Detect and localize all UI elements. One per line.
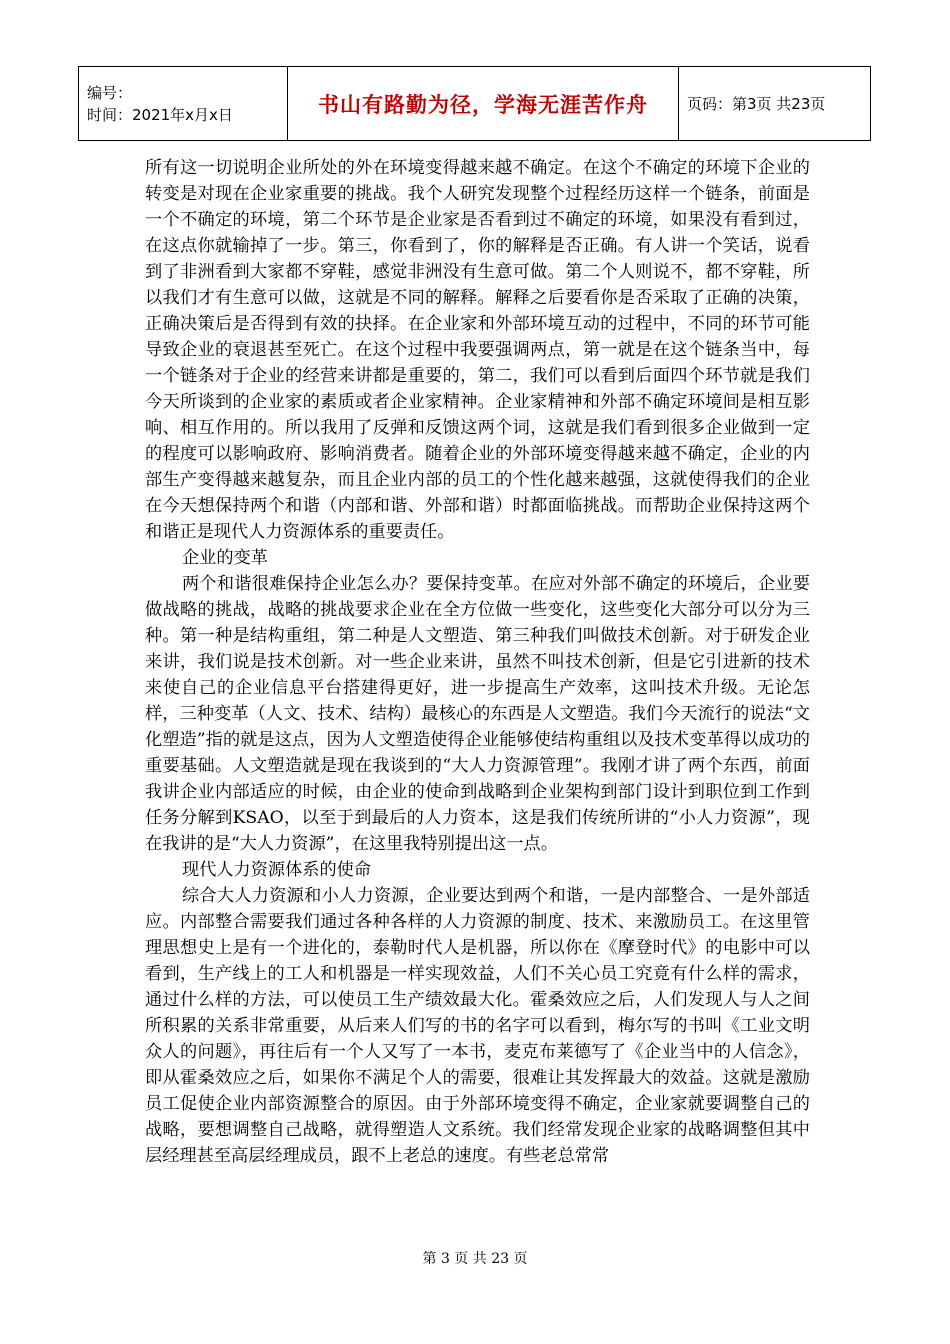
section-heading: 企业的变革 <box>181 548 268 568</box>
body-paragraph: 所有这一切说明企业所处的外在环境变得越来越不确定。在这个不确定的环境下企业的转变是对现在企业家重要的挑战。我个人研究发现整个过程经历这样一个链条，前面是一个不确定的环境，第二个环节是企业家是否看到过不确定的环境，如果没有看到过，在这点你就输掉了一步。第三，你看到了，你的解释是否正确。有人讲一个笑话，说看到了非洲看到大家都不穿鞋，感觉非洲没有生意可做。第二个人则说不，都不穿鞋，所以我们才有生意可以做，这就是不同的解释。解释之后要看你是否采取了正确的决策，正确决策后是否得到有效的抉择。在企业家和外部环境互动的过程中，不同的环节可能导致企业的衰退甚至死亡。在这个过程中我要强调两点，第一就是在这个链条当中，每一个链条对于企业的经营来讲都是重要的，第二，我们可以看到后面四个环节就是我们今天所谈到的企业家的素质或者企业家精神。企业家精神和外部不确定环境间是相互影响、相互作用的。所以我用了反弹和反馈这两个词，这就是我们看到很多企业做到一定的程度可以影响政府、影响消费者。随着企业的外部环境变得越来越不确定，企业的内部生产变得越来越复杂，而且企业内部的员工的个性化越来越强，这就使得我们的企业在今天想保持两个和谐（内部和谐、外部和谐）时都面临挑战。而帮助企业保持这两个和谐正是现代人力资源体系的重要责任。 <box>145 158 810 542</box>
document-number-label: 编号： <box>87 83 133 102</box>
document-time-label: 时间：2021年x月x日 <box>87 105 233 124</box>
document-body <box>145 155 810 1169</box>
page-footer: 第 3 页 共 23 页 <box>422 1251 528 1267</box>
header-page-info: 页码：第3页 共23页 <box>679 67 871 141</box>
document-header <box>78 66 871 141</box>
body-paragraph: 综合大人力资源和小人力资源，企业要达到两个和谐，一是内部整合、一是外部适应。内部整合需要我们通过各种各样的人力资源的制度、技术、来激励员工。在这里管理思想史上是有一个进化的，泰勒时代人是机器，所以你在《摩登时代》的电影中可以看到，生产线上的工人和机器是一样实现效益，人们不关心员工究竟有什么样的需求，通过什么样的方法，可以使员工生产绩效最大化。霍桑效应之后，人们发现人与人之间所积累的关系非常重要，从后来人们写的书的名字可以看到，梅尔写的书叫《工业文明众人的问题》，再往后有一个人又写了一本书，麦克布莱德写了《企业当中的人信念》，即从霍桑效应之后，如果你不满足个人的需要，很难让其发挥最大的效益。这就是激励员工促使企业内部资源整合的原因。由于外部环境变得不确定，企业家就要调整自己的战略，要想调整自己战略，就得塑造人文系统。我们经常发现企业家的战略调整但其中层经理甚至高层经理成员，跟不上老总的速度。有些老总常常 <box>145 886 810 1166</box>
body-paragraph: 两个和谐很难保持企业怎么办？要保持变革。在应对外部不确定的环境后，企业要做战略的挑战，战略的挑战要求企业在全方位做一些变化，这些变化大部分可以分为三种。第一种是结构重组，第二种是人文塑造、第三种我们叫做技术创新。对于研发企业来讲，我们说是技术创新。对一些企业来讲，虽然不叫技术创新，但是它引进新的技术来使自己的企业信息平台搭建得更好，进一步提高生产效率，这叫技术升级。无论怎样，三种变革（人文、技术、结构）最核心的东西是人文塑造。我们今天流行的说法“文化塑造”指的就是这点，因为人文塑造使得企业能够使结构重组以及技术变革得以成功的重要基础。人文塑造就是现在我谈到的“大人力资源管理”。我刚才讲了两个东西，前面我讲企业内部适应的时候，由企业的使命到战略到企业架构到部门设计到职位到工作到任务分解到KSAO，以至于到最后的人力资本，这是我们传统所讲的“小人力资源”，现在我讲的是“大人力资源”，在这里我特别提出这一点。 <box>145 574 810 854</box>
header-motto: 书山有路勤为径，学海无涯苦作舟 <box>288 67 679 141</box>
section-heading: 现代人力资源体系的使命 <box>181 860 372 880</box>
header-meta <box>79 67 288 141</box>
